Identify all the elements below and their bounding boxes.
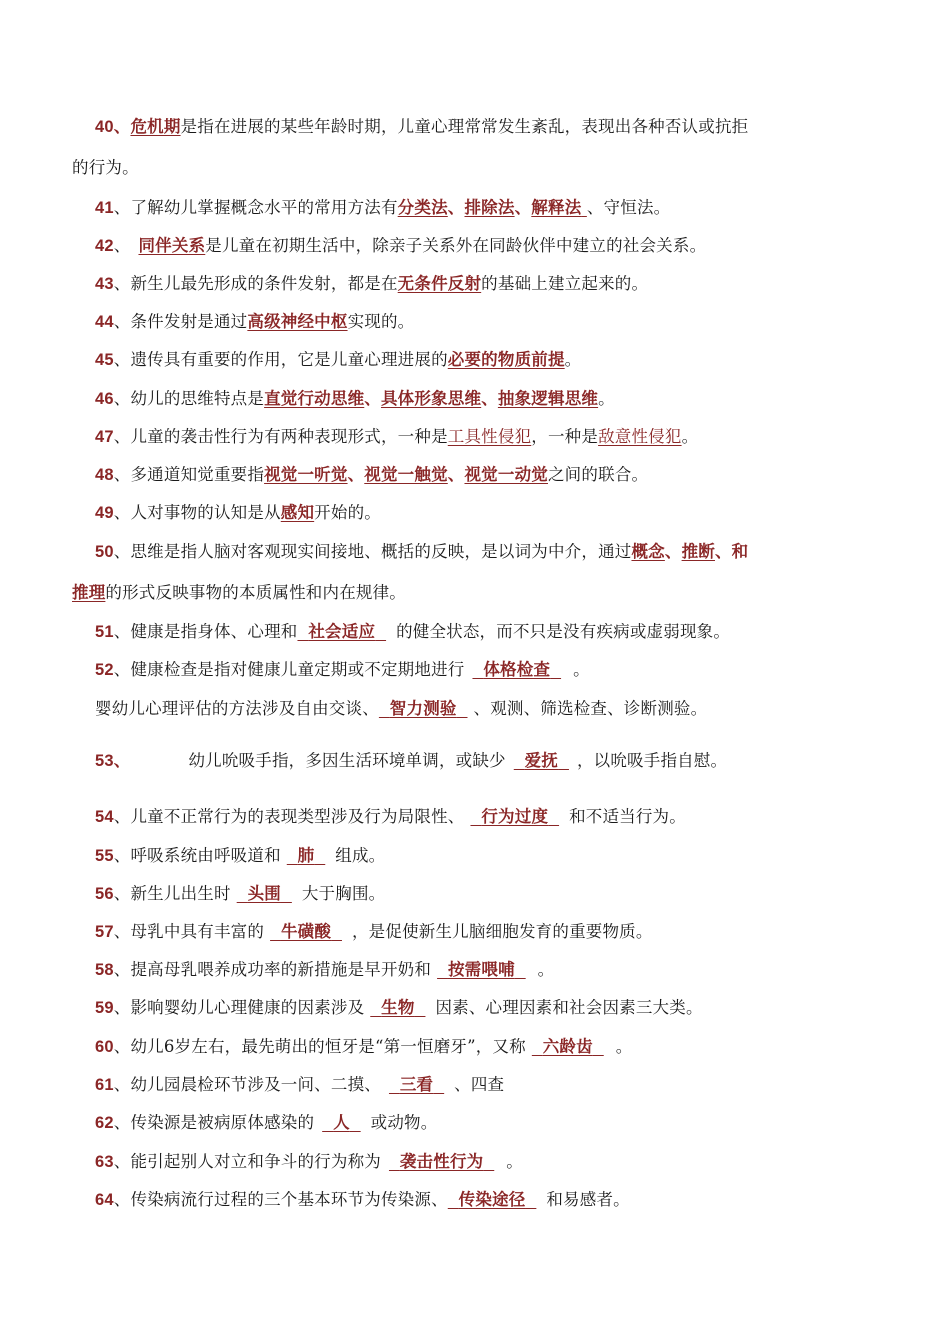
- item-57: 57、母乳中具有丰富的 牛磺酸 ，是促使新生儿脑细胞发育的重要物质。: [95, 922, 653, 941]
- item-61: 61、幼儿园晨检环节涉及一问、二摸、 三看 、四查: [95, 1075, 505, 1094]
- item-56: 56、新生儿出生时 头围 大于胸围。: [95, 884, 386, 903]
- item-49: 49、人对事物的认知是从感知开始的。: [95, 503, 381, 522]
- item-62: 62、传染源是被病原体感染的 人 或动物。: [95, 1113, 438, 1132]
- item-47: 47、儿童的袭击性行为有两种表现形式，一种是工具性侵犯，一种是敌意性侵犯。: [95, 427, 699, 446]
- item-40: 40、危机期是指在进展的某些年龄时期，儿童心理常常发生紊乱，表现出各种否认或抗拒: [95, 117, 749, 136]
- item-42: 42、 同伴关系是儿童在初期生活中，除亲子关系外在同龄伙伴中建立的社会关系。: [95, 236, 707, 255]
- item-51: 51、健康是指身体、心理和 社会适应 的健全状态，而不只是没有疾病或虚弱现象。: [95, 622, 731, 641]
- item-43: 43、新生儿最先形成的条件发射，都是在无条件反射的基础上建立起来的。: [95, 274, 649, 293]
- item-45: 45、遗传具有重要的作用，它是儿童心理进展的必要的物质前提。: [95, 350, 582, 369]
- item-53: 53、 幼儿吮吸手指，多因生活环境单调，或缺少 爱抚 ，以吮吸手指自慰。: [95, 751, 728, 770]
- item-52: 52、健康检查是指对健康儿童定期或不定期地进行 体格检查 。: [95, 660, 590, 679]
- item-52-sub: 婴幼儿心理评估的方法涉及自由交谈、 智力测验 、观测、筛选检查、诊断测验。: [95, 699, 708, 718]
- item-41: 41、了解幼儿掌握概念水平的常用方法有分类法、排除法、解释法 、守恒法。: [95, 198, 671, 217]
- item-54: 54、儿童不正常行为的表现类型涉及行为局限性、 行为过度 和不适当行为。: [95, 807, 686, 826]
- item-48: 48、多通道知觉重要指视觉一听觉、视觉一触觉、视觉一动觉之间的联合。: [95, 465, 649, 484]
- item-50-continued: 推理的形式反映事物的本质属性和内在规律。: [72, 583, 407, 602]
- item-63: 63、能引起别人对立和争斗的行为称为 袭击性行为 。: [95, 1152, 523, 1171]
- item-44: 44、条件发射是通过高级神经中枢实现的。: [95, 312, 415, 331]
- item-64: 64、传染病流行过程的三个基本环节为传染源、 传染途径 和易感者。: [95, 1190, 630, 1209]
- item-58: 58、提高母乳喂养成功率的新措施是早开奶和 按需喂哺 。: [95, 960, 555, 979]
- item-50: 50、思维是指人脑对客观现实间接地、概括的反映，是以词为中介，通过概念、推断、和: [95, 542, 749, 561]
- item-60: 60、幼儿6岁左右，最先萌出的恒牙是“第一恒磨牙”，又称 六龄齿 。: [95, 1037, 633, 1056]
- item-59: 59、影响婴幼儿心理健康的因素涉及 生物 因素、心理因素和社会因素三大类。: [95, 998, 703, 1017]
- item-55: 55、呼吸系统由呼吸道和 肺 组成。: [95, 846, 386, 865]
- item-40-continued: 的行为。: [72, 158, 139, 177]
- item-46: 46、幼儿的思维特点是直觉行动思维、具体形象思维、抽象逻辑思维。: [95, 389, 615, 408]
